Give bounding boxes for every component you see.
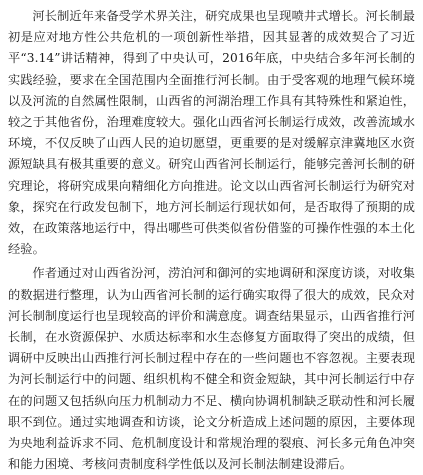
paragraph-findings: 作者通过对山西省汾河，涝泊河和御河的实地调研和深度访谈，对收集的数据进行整理，认为山西省河长制的运行确实取得了很大的成效，民众对河长制制度运行也呈现较高的评价和满意度。调查结果显示，山西省推行河长制，在水资源保护、水质达标率和水生态修复方面取得了突出的成绩，但调研中反映出山西推行河长制过程中存在的一些问题也不容忽视。主要表现为河长制运行中的问题、组织机构不健全和资金短缺，其中河长制运行中存在的问题又包括纵向压力机制动力不足、横向协调机制缺乏联动性和河长履职不到位。通过实地调查和访谈，论文分析造成上述问题的原因，主要体现为央地利益诉求不同、危机制度设计和常规治理的裂痕、河长多元角色冲突和能力困境、考核问责制度科学性低以及河长制法制建设滞后。 xyxy=(8,266,415,472)
paragraph-background: 河长制近年来备受学术界关注，研究成果也呈现喷井式增长。河长制最初是应对地方性公共危机的一项创新性举措，因其显著的成效契合了习近平“3.14”讲话精神，得到了中央认可，2016年底，中央结合多年河长制的实践经验，要求在全国范围内全面推行河长制。由于受客观的地理气候环境以及河流的自然属性限制，山西省的河湖治理工作具有其特殊性和紧迫性，较之于其他省份，治理难度较大。强化山西省河长制运行成效，改善流域水环境，不仅反映了山西人民的迫切愿望，更重要的是对缓解京津冀地区水资源短缺具有极其重要的意义。研究山西省河长制运行，能够完善河长制的研究理论，将研究成果向精细化方向推进。论文以山西省河长制运行为研究对象，探究在行政发包制下，地方河长制运行现状如何，是否取得了预期的成效，在政策落地运行中，得出哪些可供类似省份借鉴的可操作性强的本土化经验。 xyxy=(8,9,415,257)
